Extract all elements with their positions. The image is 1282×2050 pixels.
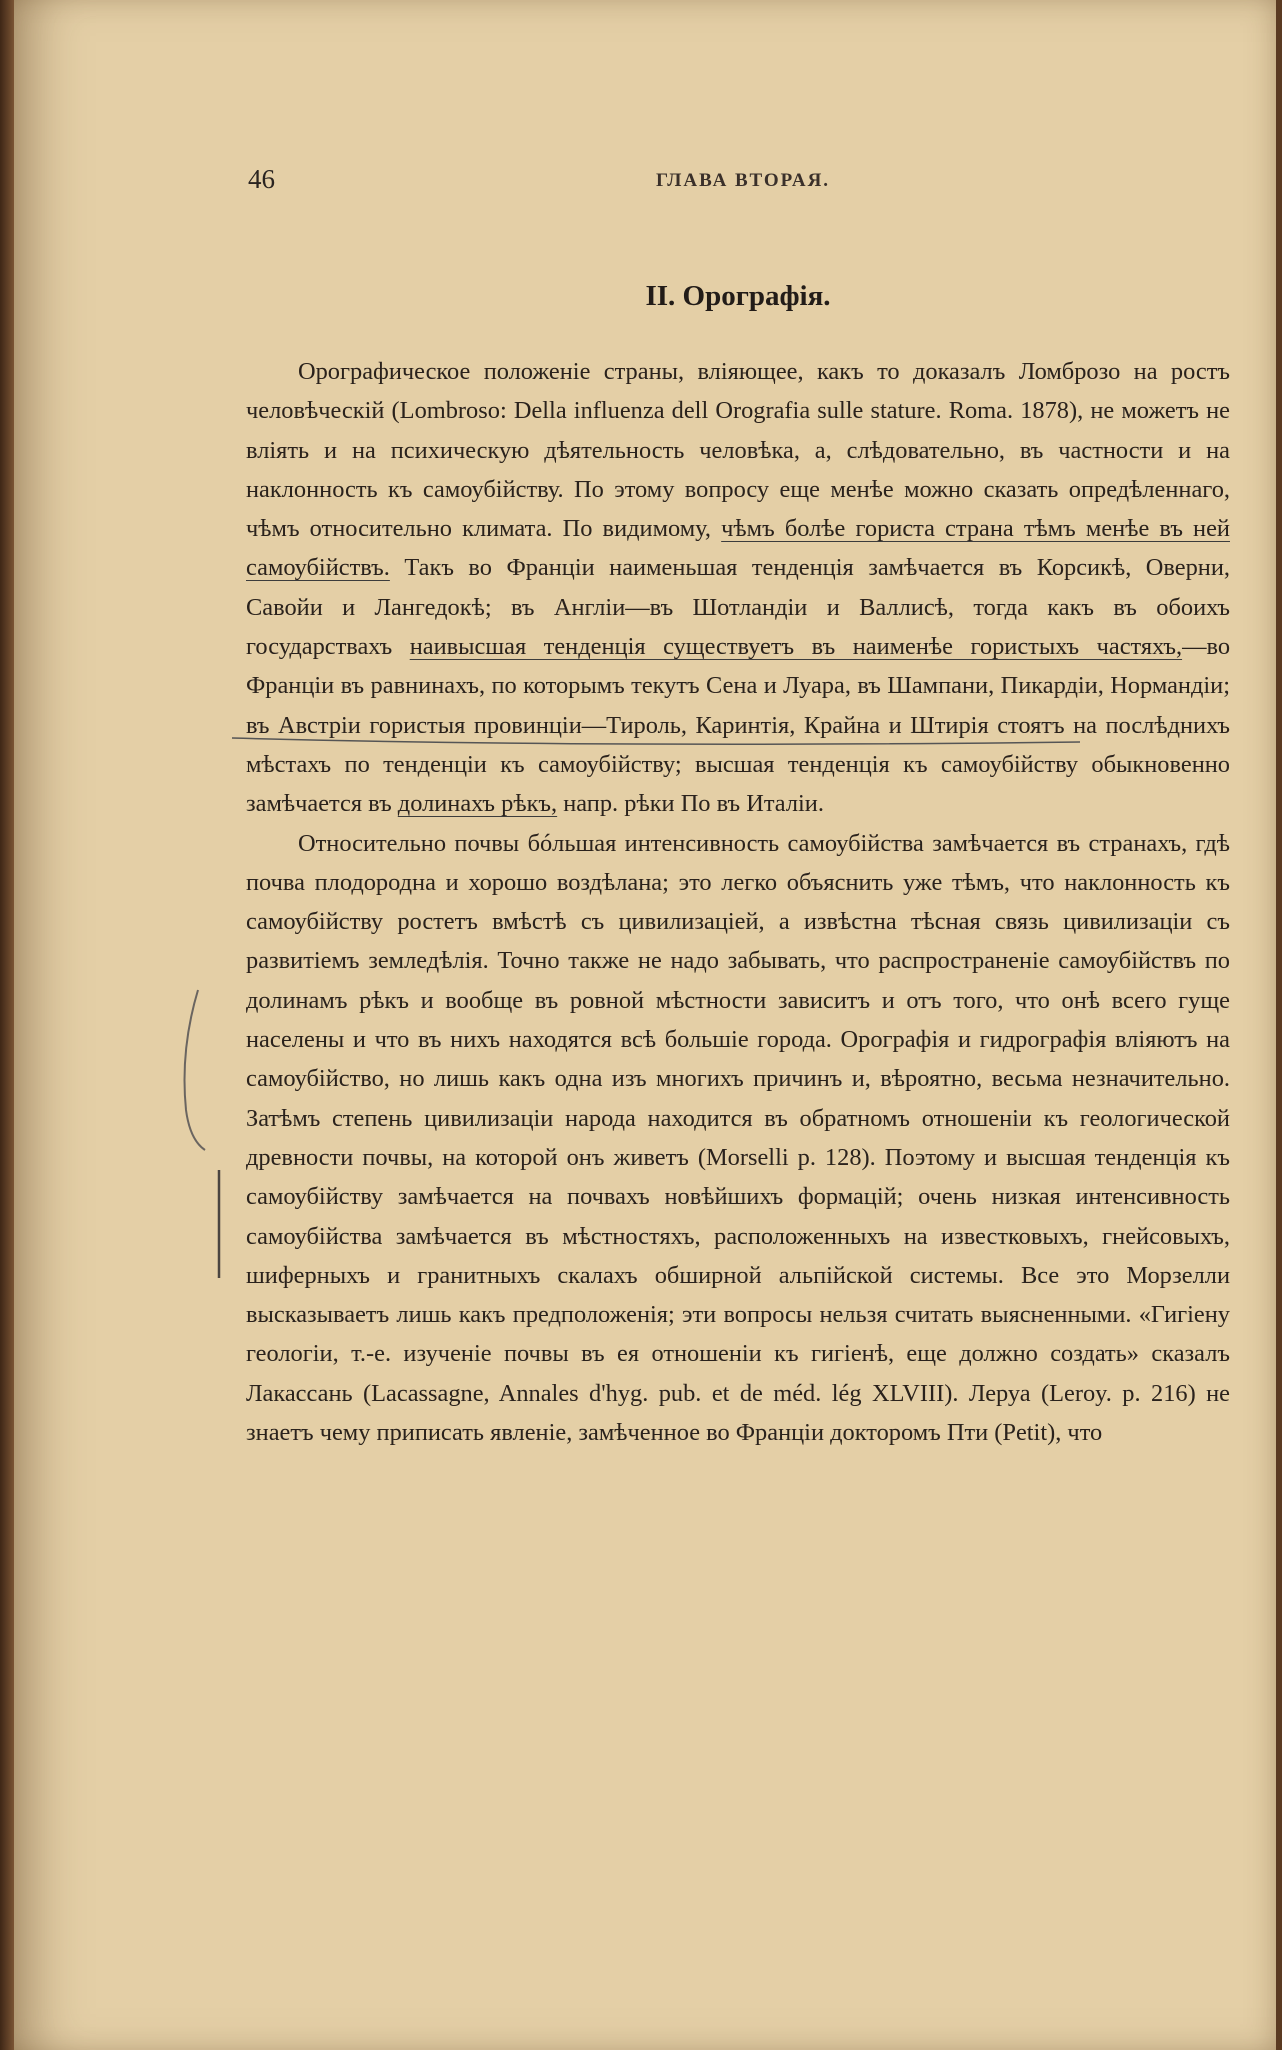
body-text: [246, 352, 1230, 1452]
text-run: Относительно почвы бóльшая интенсивность самоубійства замѣчается въ странахъ, гдѣ почва плодородна и хорошо воздѣлана; это легко объяснить уже тѣмъ, что наклонность къ самоубійству ростетъ вмѣстѣ съ цивилизаціей, а извѣстна тѣсная связь цивилизаціи съ развитіемъ земледѣлія. Точно также не надо забывать, что распространеніе самоубійствъ по долинамъ рѣкъ и вообще въ ровной мѣстности зависитъ и отъ того, что онѣ всего гуще населены и что въ нихъ находятся всѣ большіе города. Орографія и гидрографія вліяютъ на самоубійство, но лишь какъ одна изъ многихъ причинъ и, вѣроятно, весьма незначительно. Затѣмъ степень цивилизаціи народа находится въ обратномъ отношеніи къ геологической древности почвы, на которой онъ живетъ (Morselli p. 128). Поэтому и высшая тенденція къ самоубійству замѣчается на почвахъ новѣйшихъ формацій; очень низкая интенсивность самоубійства замѣчается въ мѣстностяхъ, расположенныхъ на известковыхъ, гнейсовыхъ, шиферныхъ и гранитныхъ скалахъ обширной альпійской системы. Все это Морзелли высказываетъ лишь какъ предположенія; эти вопросы нельзя считать выясненными. «Гигіену геологіи, т.-е. изученіе почвы въ ея отношеніи къ гигіенѣ, еще должно создать» сказалъ Лакассань (Lacassagne, Annales d'hyg. pub. et de méd. lég XLVIII). Леруа (Leroy. p. 216) не знаетъ чему приписать явленіе, замѣченное во Франціи докторомъ Пти (Petit), что: [246, 829, 1230, 1447]
section-title: II. Орографія.: [645, 280, 831, 312]
underlined-passage: чѣмъ болѣе гориста страна тѣмъ менѣе въ ней самоубійствъ.: [246, 515, 1230, 582]
underlined-passage: долинахъ рѣкъ,: [397, 790, 558, 818]
page-number: 46: [248, 164, 275, 194]
text-run: Орографическое положеніе страны, вліяющее, какъ то доказалъ Ломброзо на ростъ человѣческій (Lombroso: Della influenza dell Orografia sulle stature. Roma. 1878), не можетъ не вліять и на психическую дѣятельность человѣка, а, слѣдовательно, въ частности и на наклонность къ самоубійству. По этому вопросу еще менѣе можно сказать опредѣленнаго, чѣмъ относительно климата. По видимому,: [246, 358, 1230, 543]
paragraph-orography: [246, 352, 1230, 824]
text-run: —во Франціи въ равнинахъ, по которымъ текутъ Сена и Луара, въ Шампани, Пикардіи, Нормандіи; въ Австріи гористыя провинціи—Тироль, Каринтія, Крайна и Штирія стоятъ на послѣднихъ мѣстахъ по тенденціи къ самоубійству; высшая тенденція къ самоубійству обыкновенно замѣчается въ: [246, 633, 1231, 818]
page-header: [248, 164, 1228, 204]
running-head: ГЛАВА ВТОРАЯ.: [656, 170, 831, 191]
underlined-passage: наивысшая тенденція существуетъ въ наименѣе гористыхъ частяхъ,: [409, 633, 1183, 661]
paragraph-soil: [246, 824, 1230, 1453]
book-gutter: [0, 0, 14, 2050]
text-run: напр. рѣки По въ Италіи.: [557, 790, 824, 818]
text-run: Такъ во Франціи наименьшая тенденція замѣчается въ Корсикѣ, Оверни, Савойи и Лангедокѣ; въ Англіи—въ Шотландіи и Валлисѣ, тогда какъ въ обоихъ государствахъ: [246, 554, 1230, 661]
